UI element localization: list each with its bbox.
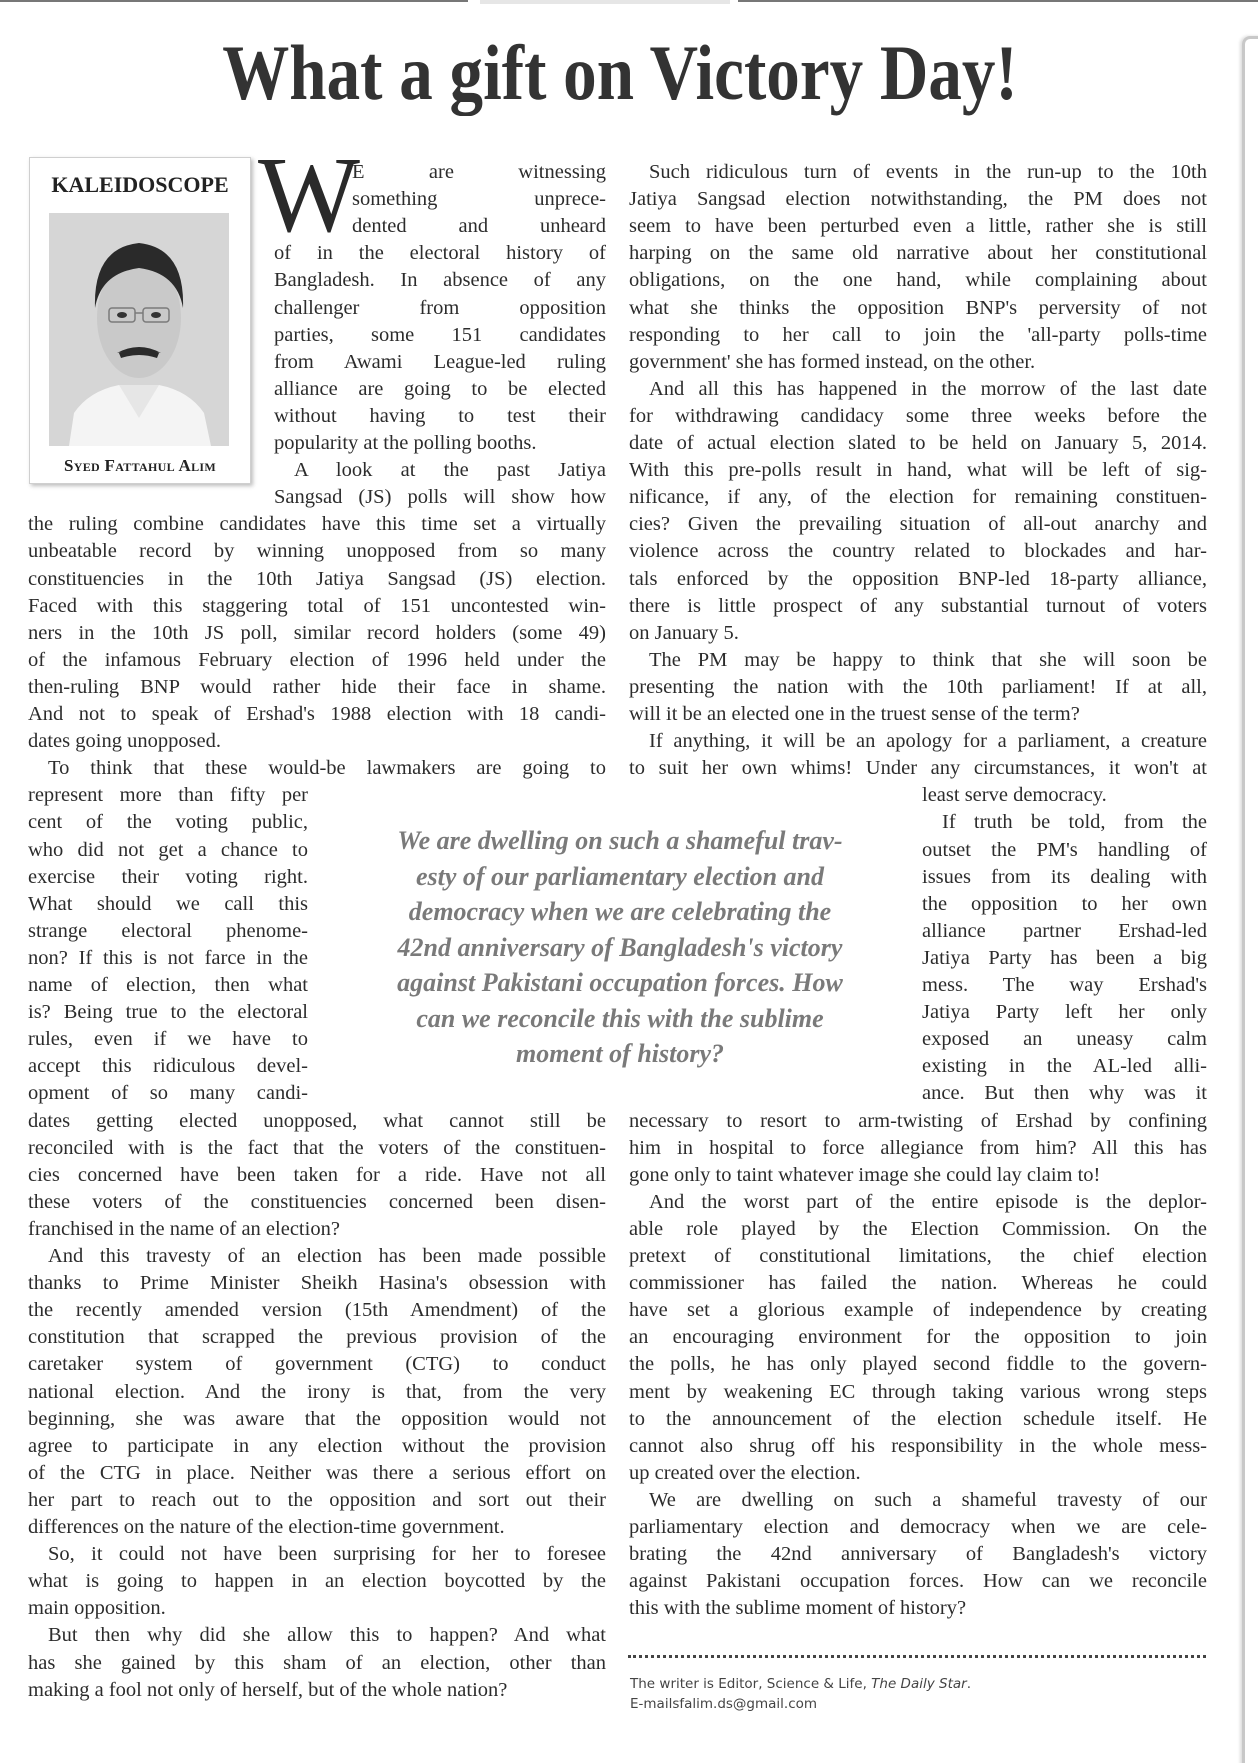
article-line: thanks to Prime Minister Sheikh Hasina's obsession with: [28, 1272, 606, 1295]
article-line: beginning, she was aware that the opposition would not: [28, 1407, 606, 1430]
article-line: E are witnessing: [352, 161, 606, 183]
article-line: cannot also shrug off his responsibility in the whole mess-: [629, 1434, 1207, 1457]
pull-quote-line: can we reconcile this with the sublime: [416, 1003, 824, 1033]
article-line: ance. But then why was it: [922, 1082, 1207, 1105]
article-line: constituencies in the 10th Jatiya Sangsad (JS) election.: [28, 567, 606, 590]
article-line: these voters of the constituencies concerned been disen-: [28, 1190, 606, 1213]
pull-quote-line: moment of history?: [515, 1039, 724, 1068]
article-line: seem to have been perturbed even a little, rather she is still: [629, 215, 1207, 238]
pull-quote-line: against Pakistani occupation forces. How: [397, 968, 843, 997]
article-line: nificance, if any, of the election for remaining constituen-: [629, 486, 1207, 509]
article-line: If anything, it will be an apology for a parliament, a creature: [649, 730, 1207, 753]
article-line: the polls, he has only played second fiddle to the govern-: [629, 1353, 1207, 1376]
article-line: then-ruling BNP would rather hide their face in shame.: [28, 675, 606, 698]
article-line: of the infamous February election of 1996 held under the: [28, 648, 606, 671]
article-line: without having to test their: [274, 404, 606, 427]
pull-quote-line: esty of our parliamentary election and: [415, 861, 825, 891]
article-line: cent of the voting public,: [28, 811, 308, 834]
article-line: something unprece-: [352, 188, 606, 211]
article-line: presenting the nation with the 10th parliament! If at all,: [629, 675, 1207, 698]
article-line: mess. The way Ershad's: [922, 974, 1207, 996]
article-line: the ruling combine candidates have this time set a virtually: [28, 513, 606, 536]
article-line: brating the 42nd anniversary of Bangladesh's victory: [629, 1543, 1207, 1566]
article-line: to suit her own whims! Under any circumstances, it won't at: [629, 757, 1207, 780]
article-line: the opposition to her own: [922, 892, 1207, 915]
dotted-divider: [628, 1655, 1206, 1659]
article-line: dates going unopposed.: [28, 730, 222, 753]
article-line: rules, even if we have to: [28, 1028, 308, 1051]
article-line: making a fool not only of herself, but of the whole nation?: [28, 1678, 508, 1701]
article-line: The PM may be happy to think that she will soon be: [649, 648, 1207, 671]
pull-quote-line: democracy when we are celebrating the: [408, 897, 832, 926]
article-line: And the worst part of the entire episode is the deplor-: [649, 1190, 1207, 1213]
article-line: ment by weakening EC through taking various wrong steps: [629, 1380, 1207, 1403]
article-line: constitution that scrapped the previous provision of the: [28, 1326, 606, 1349]
article-line: harping on the same old narrative about her constitutional: [629, 242, 1207, 265]
article-line: able role played by the Election Commission. On the: [629, 1217, 1207, 1240]
article-line: unbeatable record by winning unopposed from so many: [28, 540, 606, 563]
article-line: But then why did she allow this to happen? And what: [48, 1624, 606, 1647]
article-line: of the CTG in place. Neither was there a serious effort on: [28, 1461, 606, 1484]
pull-quote-line: 42nd anniversary of Bangladesh's victory: [397, 932, 843, 962]
article-line: agree to participate in any election without the provision: [28, 1434, 606, 1457]
headline: What a gift on Victory Day!: [222, 29, 1018, 116]
article-line: alliance are going to be elected: [274, 377, 606, 400]
article-line: this with the sublime moment of history?: [629, 1597, 967, 1620]
article-line: pretext of constitutional limitations, the chief election: [629, 1245, 1207, 1267]
article-line: So, it could not have been surprising for her to foresee: [48, 1543, 606, 1566]
article-line: With this pre-polls result in hand, what will be left of sig-: [629, 459, 1207, 482]
article-line: exercise their voting right.: [28, 865, 308, 888]
article-line: has she gained by this sham of an election, other than: [28, 1651, 606, 1674]
article-line: accept this ridiculous devel-: [28, 1055, 308, 1078]
article-line: And not to speak of Ershad's 1988 election with 18 candi-: [28, 703, 606, 725]
article-line: If truth be told, from the: [942, 811, 1207, 834]
article-line: government' she has formed instead, on the other.: [629, 350, 1036, 373]
article-line: who did not get a chance to: [28, 838, 308, 861]
article-line: ners in the 10th JS poll, similar record holders (some 49): [28, 621, 606, 644]
article-line: her part to reach out to the opposition and sort out their: [28, 1488, 606, 1511]
article-line: national election. And the irony is that, from the very: [28, 1380, 606, 1403]
article-line: And all this has happened in the morrow of the last date: [649, 377, 1207, 400]
article-line: dented and unheard: [352, 215, 606, 238]
writer-credit-text: The writer is Editor, Science & Life,: [630, 1676, 872, 1692]
author-portrait-icon: [49, 213, 229, 446]
article-line: popularity at the polling booths.: [274, 432, 537, 454]
article-line: necessary to resort to arm-twisting of Ershad by confining: [629, 1109, 1207, 1132]
column-box: [29, 157, 251, 484]
article-line: We are dwelling on such a shameful travesty of our: [649, 1488, 1207, 1511]
pull-quote-line: We are dwelling on such a shameful trav-: [397, 826, 843, 855]
article-line: least serve democracy.: [922, 784, 1107, 807]
publication-name: The Daily Star: [871, 1676, 967, 1692]
article-line: Such ridiculous turn of events in the run-up to the 10th: [649, 161, 1207, 183]
article-line: responding to her call to join the 'all-party polls-time: [629, 323, 1207, 346]
article-line: parties, some 151 candidates: [274, 323, 606, 346]
article-line: for withdrawing candidacy some three weeks before the: [629, 404, 1207, 427]
next-page-edge: [1242, 36, 1258, 1763]
article-line: caretaker system of government (CTG) to conduct: [28, 1353, 606, 1376]
section-tab: [480, 0, 730, 4]
writer-credit: [630, 1676, 971, 1692]
article-line: Jatiya Party left her only: [922, 1001, 1207, 1024]
writer-credit-suffix: .: [966, 1676, 971, 1692]
article-line: reconciled with is the fact that the voters of the constituen-: [28, 1136, 606, 1159]
author-byline: Syed Fattahul Alim: [64, 456, 216, 475]
article-line: strange electoral phenome-: [28, 919, 308, 942]
article-line: commissioner has failed the nation. Whereas he could: [629, 1272, 1207, 1295]
article-line: A look at the past Jatiya: [294, 459, 606, 482]
article-line: cies concerned have been taken for a ride. Have not all: [28, 1163, 606, 1186]
article-line: name of election, then what: [28, 974, 308, 996]
article-line: represent more than fifty per: [28, 784, 308, 807]
article-line: outset the PM's handling of: [922, 838, 1207, 861]
article-line: from Awami League-led ruling: [274, 350, 606, 373]
article-line: What should we call this: [28, 892, 308, 915]
column-kicker: KALEIDOSCOPE: [51, 172, 229, 197]
article-line: non? If this is not farce in the: [28, 946, 308, 969]
article-line: issues from its dealing with: [922, 865, 1207, 888]
article-line: violence across the country related to blockades and har-: [629, 540, 1207, 563]
author-photo: [49, 213, 229, 446]
article-line: an encouraging environment for the opposition to join: [629, 1326, 1207, 1349]
article-line: Faced with this staggering total of 151 uncontested win-: [28, 594, 606, 617]
article-line: dates getting elected unopposed, what cannot still be: [28, 1109, 606, 1132]
article-line: there is little prospect of any substantial turnout of voters: [629, 594, 1207, 617]
article-line: cies? Given the prevailing situation of all-out anarchy and: [629, 513, 1207, 536]
article-line: gone only to taint whatever image she could lay claim to!: [629, 1163, 1101, 1186]
article-line: date of actual election slated to be held on January 5, 2014.: [629, 432, 1207, 454]
article-line: is? Being true to the electoral: [28, 1001, 308, 1024]
article-line: the recently amended version (15th Amendment) of the: [28, 1299, 606, 1322]
article-line: alliance partner Ershad-led: [922, 919, 1207, 942]
article-line: will it be an elected one in the truest sense of the term?: [629, 703, 1080, 725]
article-line: him in hospital to force allegiance from him? All this has: [629, 1136, 1207, 1159]
article-line: differences on the nature of the election-time government.: [28, 1516, 505, 1538]
article-line: Jatiya Party has been a big: [922, 946, 1207, 969]
article-line: challenger from opposition: [274, 296, 606, 319]
top-rule-left: [0, 0, 468, 2]
article-line: what is going to happen in an election boycotted by the: [28, 1570, 606, 1593]
article-line: main opposition.: [28, 1597, 166, 1620]
article-line: franchised in the name of an election?: [28, 1217, 340, 1240]
article-line: And this travesty of an election has been made possible: [48, 1245, 606, 1267]
top-rule-right: [738, 0, 1258, 2]
article-line: opment of so many candi-: [28, 1082, 308, 1105]
article-line: existing in the AL-led alli-: [922, 1055, 1207, 1078]
writer-email[interactable]: E-mailsfalim.ds@gmail.com: [630, 1696, 818, 1712]
article-line: to the announcement of the election schedule itself. He: [629, 1407, 1207, 1430]
article-line: Sangsad (JS) polls will show how: [274, 486, 606, 509]
article-line: up created over the election.: [629, 1461, 861, 1484]
drop-cap: W: [258, 136, 360, 255]
article-line: on January 5.: [629, 621, 739, 644]
article-line: what she thinks the opposition BNP's perversity of not: [629, 296, 1207, 319]
article-line: obligations, on the one hand, while complaining about: [629, 269, 1207, 292]
article-line: Bangladesh. In absence of any: [274, 269, 606, 292]
article-line: tals enforced by the opposition BNP-led 18-party alliance,: [629, 567, 1207, 590]
article-line: parliamentary election and democracy when we are cele-: [629, 1516, 1207, 1538]
article-line: exposed an uneasy calm: [922, 1028, 1207, 1051]
article-line: have set a glorious example of independence by creating: [629, 1299, 1207, 1322]
article-line: Jatiya Sangsad election notwithstanding, the PM does not: [629, 188, 1207, 211]
article-line: against Pakistani occupation forces. How can we reconcile: [629, 1570, 1207, 1593]
article-line: of in the electoral history of: [274, 242, 606, 265]
article-line: To think that these would-be lawmakers are going to: [48, 757, 606, 780]
